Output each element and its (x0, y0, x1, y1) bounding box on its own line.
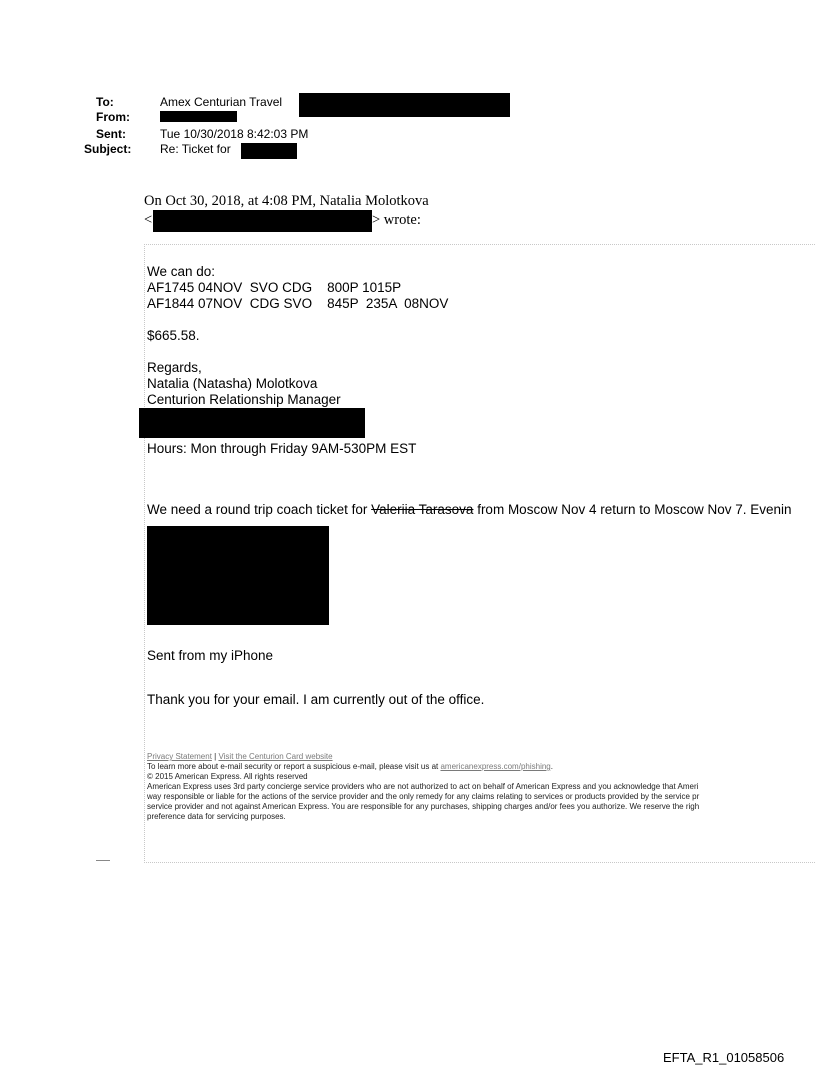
footer-disclaimer-2: way responsible or liable for the actions of the service provider and the only remedy for any claims relating to services or products provided by the service pr (147, 792, 700, 801)
redaction-subject (241, 143, 297, 159)
footer-disclaimer-3: service provider and not against American Express. You are responsible for any purchases, shipping charges and/or fees you authorize. We reserve the righ (147, 802, 700, 811)
quote-wrote: > wrote: (372, 212, 421, 228)
redaction-block (147, 526, 329, 625)
footer-links: Privacy Statement | Visit the Centurion Card website (147, 752, 333, 761)
sent-value: Tue 10/30/2018 8:42:03 PM (160, 127, 309, 141)
flight-1: AF1745 04NOV SVO CDG 800P 1015P (147, 280, 402, 295)
to-label: To: (96, 95, 114, 109)
footer-copyright: © 2015 American Express. All rights reserved (147, 772, 308, 781)
redaction-phone (139, 408, 365, 438)
signature-hours: Hours: Mon through Friday 9AM-530PM EST (147, 441, 417, 456)
request-text: We need a round trip coach ticket for Valeriia Tarasova from Moscow Nov 4 return to Moscow Nov 7. Evenin (147, 502, 792, 517)
subject-label: Subject: (84, 142, 132, 156)
document-id: EFTA_R1_01058506 (663, 1050, 785, 1065)
from-label: From: (96, 110, 130, 124)
to-value: Amex Centurian Travel (160, 95, 283, 109)
regards: Regards, (147, 360, 202, 375)
redaction-from (160, 111, 237, 122)
footer-disclaimer-1: American Express uses 3rd party concierge service providers who are not authorized to act on behalf of American Express and you acknowledge that Ameri (147, 782, 699, 791)
privacy-statement-link[interactable]: Privacy Statement (147, 752, 212, 761)
quote-open-bracket: < (144, 212, 153, 228)
flight-2: AF1844 07NOV CDG SVO 845P 235A 08NOV (147, 296, 449, 311)
out-of-office: Thank you for your email. I am currently out of the office. (147, 692, 485, 707)
footer-security: To learn more about e-mail security or report a suspicious e-mail, please visit us at americanexpress.com/phishing. (147, 762, 553, 771)
centurion-website-link[interactable]: Visit the Centurion Card website (218, 752, 333, 761)
divider-mark (96, 860, 110, 861)
quote-attribution: On Oct 30, 2018, at 4:08 PM, Natalia Molotkova (144, 193, 429, 209)
signature-title: Centurion Relationship Manager (147, 392, 341, 407)
price: $665.58. (147, 328, 200, 343)
struck-name: Valeriia Tarasova (371, 502, 474, 517)
signature-name: Natalia (Natasha) Molotkova (147, 376, 318, 391)
sent-from-iphone: Sent from my iPhone (147, 648, 274, 663)
redaction-to (299, 93, 510, 117)
footer-disclaimer-4: preference data for servicing purposes. (147, 812, 286, 821)
we-can-do: We can do: (147, 264, 216, 279)
redaction-email (153, 210, 372, 232)
phishing-link[interactable]: americanexpress.com/phishing (440, 762, 551, 771)
subject-value: Re: Ticket for (160, 142, 231, 156)
sent-label: Sent: (96, 127, 126, 141)
